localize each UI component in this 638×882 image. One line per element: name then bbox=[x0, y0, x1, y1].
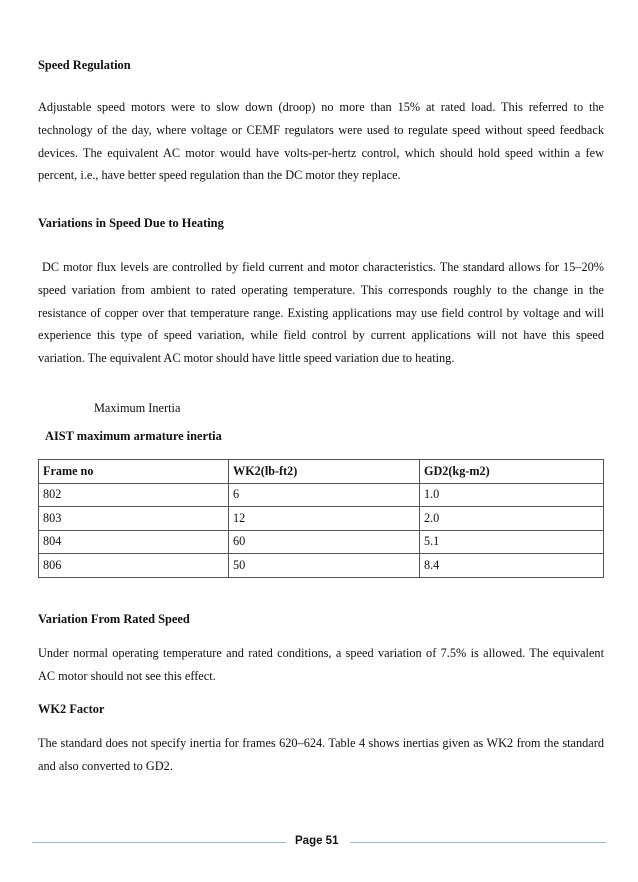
table-row bbox=[39, 483, 604, 507]
heading-speed-regulation: Speed Regulation bbox=[38, 58, 131, 72]
table-header-row bbox=[39, 460, 604, 484]
column-header-frame: Frame no bbox=[39, 460, 229, 484]
inertia-table bbox=[38, 459, 604, 578]
footer-divider-right bbox=[350, 842, 606, 843]
page-number: Page 51 bbox=[295, 835, 339, 847]
cell-gd2: 5.1 bbox=[420, 530, 604, 554]
paragraph-variation-rated-speed: Under normal operating temperature and rated conditions, a speed variation of 7.5% is allowed. The equivalent AC motor should not see this effect. bbox=[38, 646, 604, 683]
table-row bbox=[39, 530, 604, 554]
cell-frame: 806 bbox=[39, 554, 229, 578]
page-footer bbox=[0, 833, 638, 853]
heading-variation-rated-speed: Variation From Rated Speed bbox=[38, 612, 190, 626]
paragraph-speed-regulation: Adjustable speed motors were to slow down (droop) no more than 15% at rated load. This referred to the technology of the day, where voltage or CEMF regulators were used to regulate speed without speed feedback devices. The equivalent AC motor would have volts-per-hertz control, which should hold speed within a few percent, i.e., have better speed regulation than the DC motor they replace. bbox=[38, 100, 604, 183]
cell-wk2: 50 bbox=[229, 554, 420, 578]
cell-frame: 804 bbox=[39, 530, 229, 554]
paragraph-variations-heating: DC motor flux levels are controlled by field current and motor characteristics. The standard allows for 15–20% speed variation from ambient to rated operating temperature. This corresponds roughly to the change in the resistance of copper over that temperature range. Existing applications may use field control by voltage and will experience this type of speed variation, while field control by current applications will not have this speed variation. The equivalent AC motor should have little speed variation due to heating. bbox=[38, 260, 604, 366]
label-maximum-inertia: Maximum Inertia bbox=[94, 401, 181, 415]
table-row bbox=[39, 554, 604, 578]
column-header-wk2: WK2(lb-ft2) bbox=[229, 460, 420, 484]
table-caption: AIST maximum armature inertia bbox=[45, 429, 222, 443]
footer-divider-left bbox=[32, 842, 286, 843]
table-row bbox=[39, 507, 604, 531]
cell-frame: 802 bbox=[39, 483, 229, 507]
cell-wk2: 12 bbox=[229, 507, 420, 531]
cell-gd2: 2.0 bbox=[420, 507, 604, 531]
column-header-gd2: GD2(kg-m2) bbox=[420, 460, 604, 484]
cell-gd2: 1.0 bbox=[420, 483, 604, 507]
paragraph-wk2-factor: The standard does not specify inertia for frames 620–624. Table 4 shows inertias given as WK2 from the standard and also converted to GD2. bbox=[38, 736, 604, 773]
cell-wk2: 6 bbox=[229, 483, 420, 507]
cell-gd2: 8.4 bbox=[420, 554, 604, 578]
heading-variations-heating: Variations in Speed Due to Heating bbox=[38, 216, 224, 230]
cell-wk2: 60 bbox=[229, 530, 420, 554]
heading-wk2-factor: WK2 Factor bbox=[38, 702, 105, 716]
cell-frame: 803 bbox=[39, 507, 229, 531]
